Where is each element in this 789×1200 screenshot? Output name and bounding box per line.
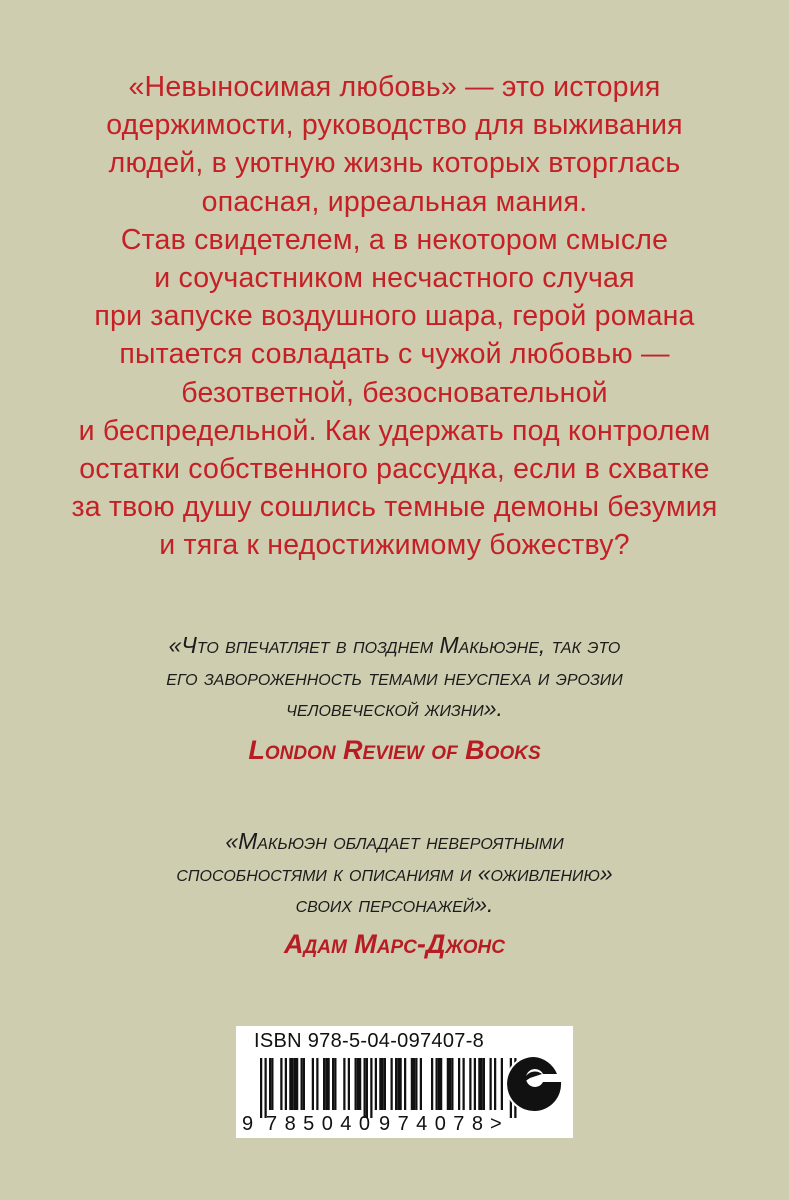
barcode-bar: [395, 1058, 397, 1110]
barcode-bar: [269, 1058, 271, 1110]
barcode-bar: [494, 1058, 496, 1110]
barcode-bar: [316, 1058, 318, 1110]
barcode-left-digits: 785040: [266, 1113, 370, 1135]
isbn-label: ISBN 978-5-04-097407-8: [254, 1030, 485, 1052]
barcode-bar: [431, 1058, 433, 1110]
barcode-bar: [397, 1058, 399, 1110]
barcode-bar: [285, 1058, 287, 1110]
barcode-bar: [260, 1058, 262, 1118]
barcode-bar: [490, 1058, 492, 1110]
barcode-quiet-mark: >: [490, 1113, 502, 1135]
barcode-bar: [357, 1058, 359, 1110]
blurb-line: остатки собственного рассудка, если в схватке: [79, 453, 710, 486]
blurb-line: и беспредельной. Как удержать под контролем: [78, 414, 711, 447]
review-quote-line: своих персонажей».: [295, 891, 494, 917]
barcode-bar: [292, 1058, 294, 1110]
blurb-line: людей, в уютную жизнь которых вторглась: [108, 147, 681, 180]
eksmo-logo-icon: [502, 1052, 566, 1116]
barcode-bar: [413, 1058, 415, 1110]
review-source-2: Адам Марс-Джонс: [284, 929, 505, 959]
review-source-1: London Review of Books: [248, 735, 541, 765]
blurb-line: и соучастником несчастного случая: [154, 262, 635, 295]
barcode-bar: [294, 1058, 296, 1110]
barcode-bar: [334, 1058, 336, 1110]
barcode-bar: [296, 1058, 298, 1110]
barcode-bar: [343, 1058, 345, 1110]
barcode-bar: [355, 1058, 357, 1110]
barcode-bar: [370, 1058, 372, 1118]
barcode-bar: [280, 1058, 282, 1110]
barcode-bar: [400, 1058, 402, 1110]
barcode-bar: [438, 1058, 440, 1110]
barcode-bar: [478, 1058, 480, 1110]
barcode-bar: [411, 1058, 413, 1110]
blurb-line: опасная, ирреальная мания.: [201, 185, 588, 218]
review-quote-line: «Макьюэн обладает невероятными: [225, 828, 564, 854]
blurb-line: при запуске воздушного шара, герой романа: [94, 300, 695, 333]
barcode-bar: [447, 1058, 449, 1110]
review-quote-line: способностями к описаниям и «оживлению»: [176, 859, 613, 886]
blurb-line: и тяга к недостижимому божеству?: [159, 529, 630, 562]
barcode-bar: [289, 1058, 291, 1110]
barcode-bar: [312, 1058, 314, 1110]
barcode-right-digits: 974078: [379, 1113, 483, 1135]
barcode-bar: [483, 1058, 485, 1110]
barcode-bar: [359, 1058, 361, 1110]
barcode-bar: [474, 1058, 476, 1110]
barcode-bar: [436, 1058, 438, 1110]
barcode-bar: [415, 1058, 417, 1110]
barcode-bar: [449, 1058, 451, 1110]
barcode-bar: [420, 1058, 422, 1110]
review-quote-line: «Что впечатляет в позднем Макьюэне, так это: [168, 632, 621, 658]
barcode-bar: [382, 1058, 384, 1110]
review-quote-line: человеческой жизни».: [286, 695, 503, 721]
barcode-bar: [271, 1058, 273, 1110]
blurb-text: [0, 68, 789, 565]
barcode-bar: [481, 1058, 483, 1110]
blurb-line: пытается совладать с чужой любовью —: [119, 338, 670, 371]
barcode-bar: [364, 1058, 366, 1118]
barcode-bar: [303, 1058, 305, 1110]
barcode-bar: [328, 1058, 330, 1110]
barcode-bar: [404, 1058, 406, 1110]
barcode-bar: [463, 1058, 465, 1110]
blurb-line: Став свидетелем, а в некотором смысле: [120, 223, 669, 256]
barcode-bar: [440, 1058, 442, 1110]
barcode-bar: [348, 1058, 350, 1110]
barcode-lead-digit: 9: [242, 1113, 254, 1135]
barcode-bar: [301, 1058, 303, 1110]
review-quote-2: [0, 826, 789, 921]
barcode-bar: [384, 1058, 386, 1110]
barcode-bar: [451, 1058, 453, 1110]
barcode-bar: [469, 1058, 471, 1110]
barcode-bar: [391, 1058, 393, 1110]
barcode-bar: [366, 1058, 368, 1118]
review-quote-line: его завороженность темами неуспеха и эрозии: [166, 663, 623, 690]
blurb-line: безответной, безосновательной: [181, 376, 608, 409]
barcode-bar: [375, 1058, 377, 1110]
barcode-bar: [379, 1058, 381, 1110]
blurb-line: «Невыносимая любовь» — это история: [128, 71, 661, 103]
barcode-bar: [325, 1058, 327, 1110]
barcode-bar: [323, 1058, 325, 1110]
blurb-line: за твою душу сошлись темные демоны безумия: [71, 491, 718, 524]
blurb-line: одержимости, руководство для выживания: [106, 109, 683, 142]
barcode-bar: [458, 1058, 460, 1110]
barcode-bar: [332, 1058, 334, 1110]
barcode-bar: [265, 1058, 267, 1118]
barcode-bars: [260, 1058, 517, 1118]
review-quote-1: [0, 630, 789, 725]
